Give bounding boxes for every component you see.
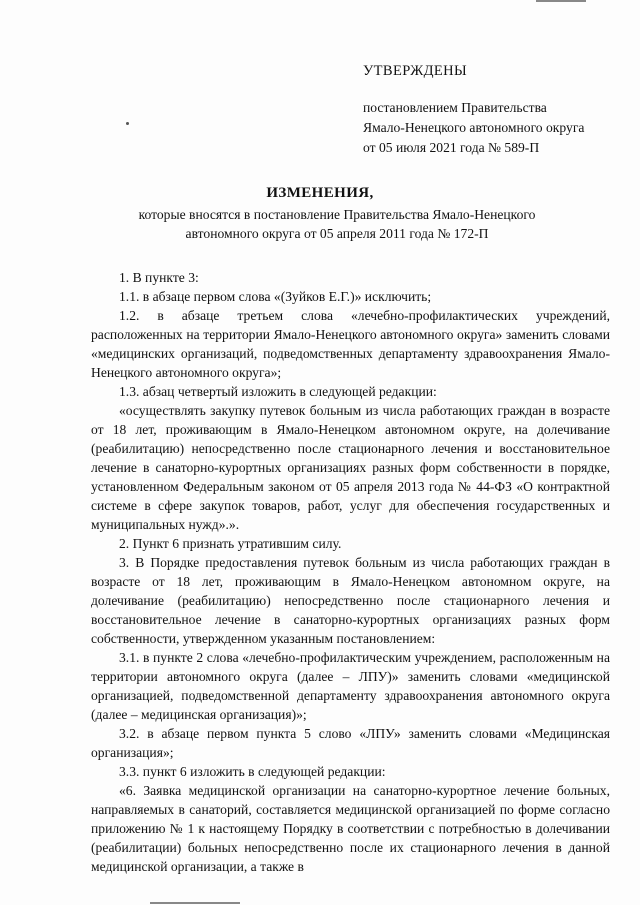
approval-line: от 05 июля 2021 года № 589-П: [363, 140, 540, 155]
paragraph: 1.3. абзац четвертый изложить в следующей редакции:: [119, 384, 437, 399]
paragraph: 2. Пункт 6 признать утратившим силу.: [119, 536, 342, 551]
approval-line: постановлением Правительства: [363, 100, 547, 115]
document-body: [91, 268, 610, 876]
approval-reference: [363, 98, 584, 158]
paragraph: 1.2. в абзаце третьем слова «лечебно-профилактических учреждений, расположенных на территории Ямало-Ненецкого автономного округа» заменить словами «медицинских организаций, подведомственных департаменту здравоохранения Ямало-Ненецкого автономного округа»;: [91, 308, 610, 380]
scan-edge-mark: [150, 902, 240, 904]
document-title: ИЗМЕНЕНИЯ,: [266, 185, 374, 201]
document-subtitle: [96, 205, 578, 243]
paragraph: 3.1. в пункте 2 слова «лечебно-профилактическим учреждением, расположенным на территории автономного округа (далее – ЛПУ)» заменить словами «медицинской организацией, подведомственной департаменту здравоохранения автономного округа (далее – медицинская организация)»;: [91, 650, 610, 722]
scan-edge-mark: [536, 0, 586, 2]
subtitle-line: которые вносятся в постановление Правительства Ямало-Ненецкого: [138, 207, 536, 222]
paragraph: 3. В Порядке предоставления путевок больным из числа работающих граждан в возрасте от 18 лет, проживающим в Ямало-Ненецком автономном округе, на долечивание (реабилитацию) непосредственно после стационарного лечения и восстановительное лечение в санаторно-курортных организациях разных форм собственности, утвержденном указанным постановлением:: [91, 555, 610, 646]
approval-heading: УТВЕРЖДЕНЫ: [363, 63, 468, 79]
paragraph: 3.3. пункт 6 изложить в следующей редакции:: [119, 764, 386, 779]
scan-speck: [126, 122, 129, 125]
paragraph: 3.2. в абзаце первом пункта 5 слово «ЛПУ» заменить словами «Медицинская организация»;: [91, 726, 610, 760]
subtitle-line: автономного округа от 05 апреля 2011 года № 172-П: [185, 226, 489, 241]
paragraph: «6. Заявка медицинской организации на санаторно-курортное лечение больных, направляемых в санаторий, составляется медицинской организацией по форме согласно приложению № 1 к настоящему Порядку в соответствии с потребностью в долечивании (реабилитации) больных непосредственно после их стационарного лечения в данной медицинской организации, а также в: [91, 783, 610, 874]
approval-line: Ямало-Ненецкого автономного округа: [363, 120, 585, 135]
paragraph: «осуществлять закупку путевок больным из числа работающих граждан в возрасте от 18 лет, проживающим в Ямало-Ненецком автономном округе, на долечивание (реабилитацию) непосредственно после стационарного лечения и восстановительное лечение в санаторно-курортных организациях разных форм собственности в порядке, установленном Федеральным законом от 05 апреля 2013 года № 44-ФЗ «О контрактной системе в сфере закупок товаров, работ, услуг для обеспечения государственных и муниципальных нужд».».: [91, 403, 610, 532]
paragraph: 1. В пункте 3:: [119, 270, 199, 285]
paragraph: 1.1. в абзаце первом слова «(Зуйков Е.Г.)» исключить;: [119, 289, 432, 304]
